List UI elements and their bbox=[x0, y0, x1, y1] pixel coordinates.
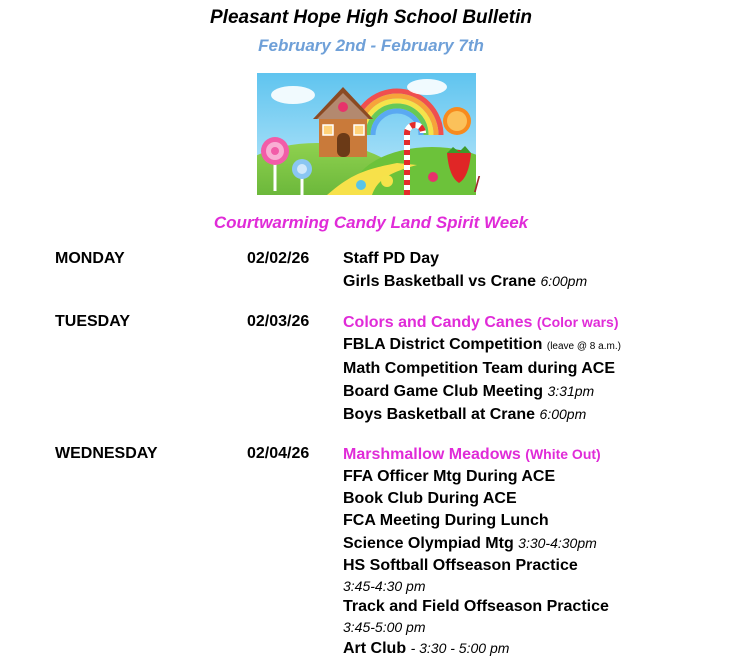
event-item: Book Club During ACE bbox=[343, 490, 517, 507]
event-item: Science Olympiad Mtg 3:30-4:30pm bbox=[343, 535, 597, 552]
event-time: 3:45-5:00 pm bbox=[343, 619, 426, 635]
bulletin-title: Pleasant Hope High School Bulletin bbox=[210, 7, 532, 28]
events-tuesday bbox=[343, 311, 621, 426]
event-item: Track and Field Offseason Practice bbox=[343, 598, 609, 615]
theme-day-item: Colors and Candy Canes (Color wars) bbox=[343, 314, 619, 331]
event-item: Girls Basketball vs Crane 6:00pm bbox=[343, 273, 588, 290]
theme-day-item: Marshmallow Meadows (White Out) bbox=[343, 446, 601, 463]
candy-land-banner-image bbox=[257, 73, 476, 195]
decorative-slash: / bbox=[474, 172, 481, 197]
event-item: Boys Basketball at Crane 6:00pm bbox=[343, 406, 587, 423]
event-item: Staff PD Day bbox=[343, 250, 440, 267]
spirit-week-title: Courtwarming Candy Land Spirit Week bbox=[213, 213, 529, 232]
candy-land-illustration bbox=[257, 73, 476, 195]
day-label-monday: MONDAY bbox=[55, 250, 125, 267]
date-wednesday: 02/04/26 bbox=[247, 445, 310, 462]
event-item: Math Competition Team during ACE bbox=[343, 360, 615, 377]
day-label-tuesday: TUESDAY bbox=[55, 313, 130, 330]
event-item: HS Softball Offseason Practice bbox=[343, 557, 578, 574]
event-item: FCA Meeting During Lunch bbox=[343, 512, 549, 529]
events-monday bbox=[343, 248, 587, 293]
day-label-wednesday: WEDNESDAY bbox=[55, 445, 158, 462]
bulletin-dates: February 2nd - February 7th bbox=[258, 36, 484, 55]
event-item: Board Game Club Meeting 3:31pm bbox=[343, 383, 595, 400]
event-item: FBLA District Competition (leave @ 8 a.m.) bbox=[343, 336, 621, 353]
date-monday: 02/02/26 bbox=[247, 250, 310, 267]
event-time: 3:45-4:30 pm bbox=[343, 578, 426, 594]
events-wednesday bbox=[343, 443, 609, 660]
date-tuesday: 02/03/26 bbox=[247, 313, 310, 330]
event-item: FFA Officer Mtg During ACE bbox=[343, 468, 556, 485]
event-item: Art Club - 3:30 - 5:00 pm bbox=[343, 640, 510, 657]
